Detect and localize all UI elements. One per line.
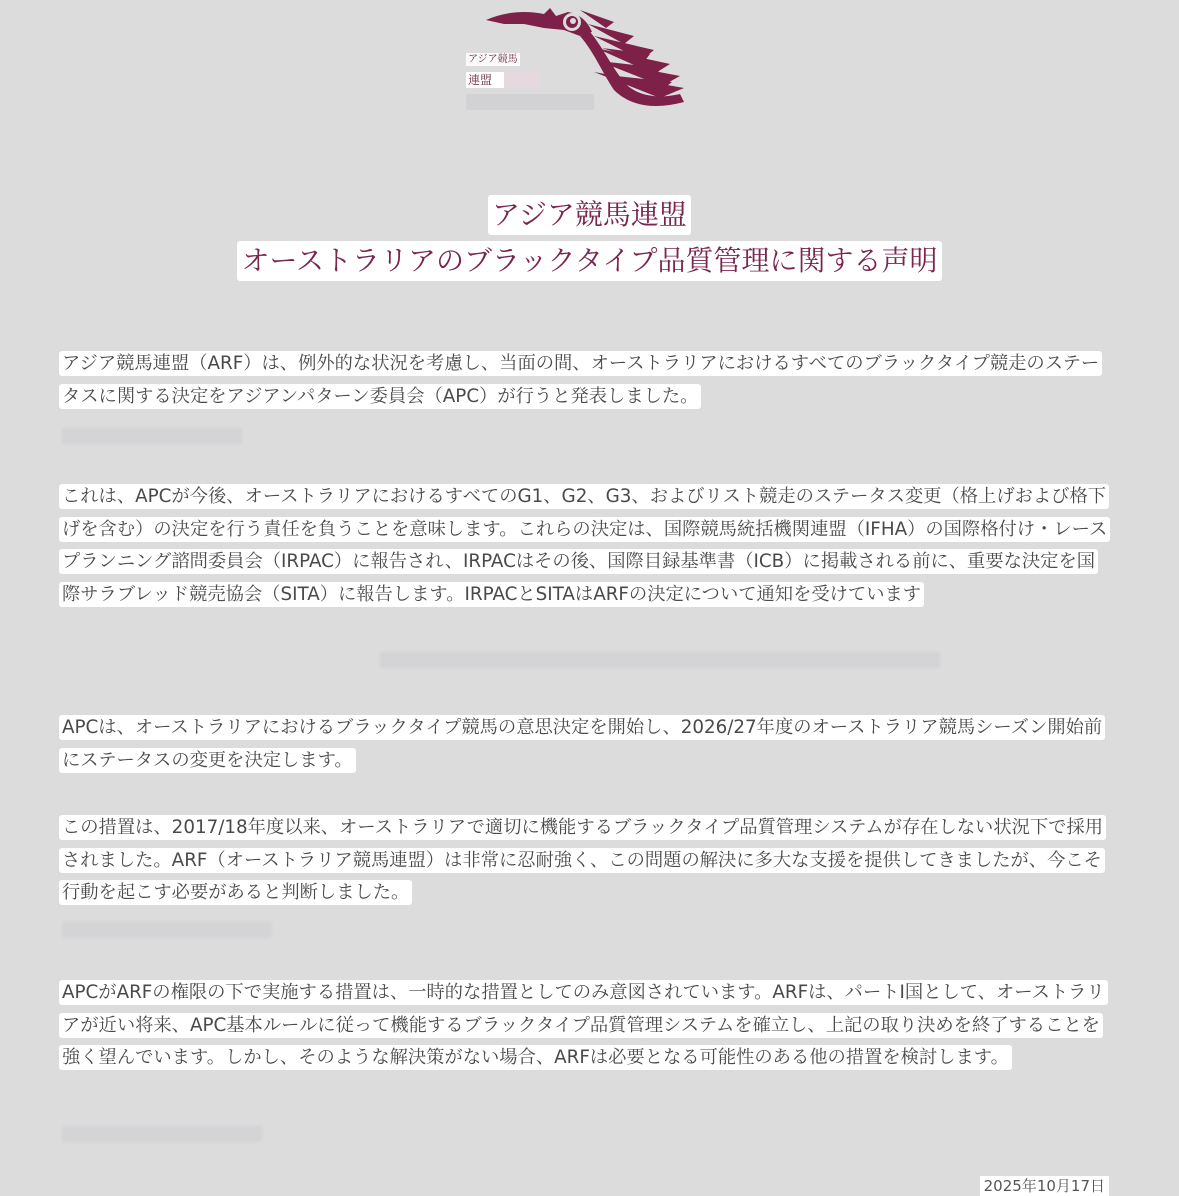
ghost-text [62, 428, 242, 444]
statement-date: 2025年10月17日 [980, 1176, 1109, 1196]
paragraph-2 [59, 481, 1111, 611]
statement-title: オーストラリアのブラックタイプ品質管理に関する声明 [237, 241, 941, 281]
ghost-text [62, 922, 272, 938]
arf-logo [462, 2, 707, 114]
logo-text-line2: 連盟 [466, 72, 540, 88]
paragraph-1 [59, 348, 1111, 413]
paragraph-4 [59, 812, 1111, 910]
paragraph-text: アジア競馬連盟（ARF）は、例外的な状況を考慮し、当面の間、オーストラリアにおけるすべてのブラックタイプ競走のステータスに関する決定をアジアンパターン委員会（APC）が行うと発表しました。 [59, 351, 1102, 409]
paragraph-text: この措置は、2017/18年度以来、オーストラリアで適切に機能するブラックタイプ品質管理システムが存在しない状況下で採用されました。ARF（オーストラリア競馬連盟）は非常に忍耐強く、この問題の解決に多大な支援を提供してきましたが、今こそ行動を起こす必要があると判断しました。 [59, 815, 1106, 905]
logo-subtext-placeholder [466, 94, 594, 110]
ghost-text [380, 652, 940, 668]
org-title: アジア競馬連盟 [488, 195, 691, 235]
ghost-text [62, 1126, 262, 1142]
paragraph-text: APCがARFの権限の下で実施する措置は、一時的な措置としてのみ意図されています。ARFは、パートI国として、オーストラリアが近い将来、APC基本ルールに従って機能するブラックタイプ品質管理システムを確立し、上記の取り決めを終了することを強く望んでいます。しかし、そのような解決策がない場合、ARFは必要となる可能性のある他の措置を検討します。 [59, 980, 1108, 1070]
paragraph-3 [59, 712, 1111, 777]
logo-text-line1: アジア競馬 [468, 54, 518, 65]
paragraph-text: APCは、オーストラリアにおけるブラックタイプ競馬の意思決定を開始し、2026/27年度のオーストラリア競馬シーズン開始前にステータスの変更を決定します。 [59, 715, 1105, 773]
statement-header [0, 195, 1179, 281]
paragraph-5 [59, 977, 1111, 1075]
paragraph-text: これは、APCが今後、オーストラリアにおけるすべてのG1、G2、G3、およびリスト競走のステータス変更（格上げおよび格下げを含む）の決定を行う責任を負うことを意味します。これらの決定は、国際競馬統括機関連盟（IFHA）の国際格付け・レースプランニング諮問委員会（IRPAC）に報告され、IRPACはその後、国際目録基準書（ICB）に掲載される前に、重要な決定を国際サラブレッド競売協会（SITA）に報告します。IRPACとSITAはARFの決定について通知を受けています [59, 484, 1110, 607]
